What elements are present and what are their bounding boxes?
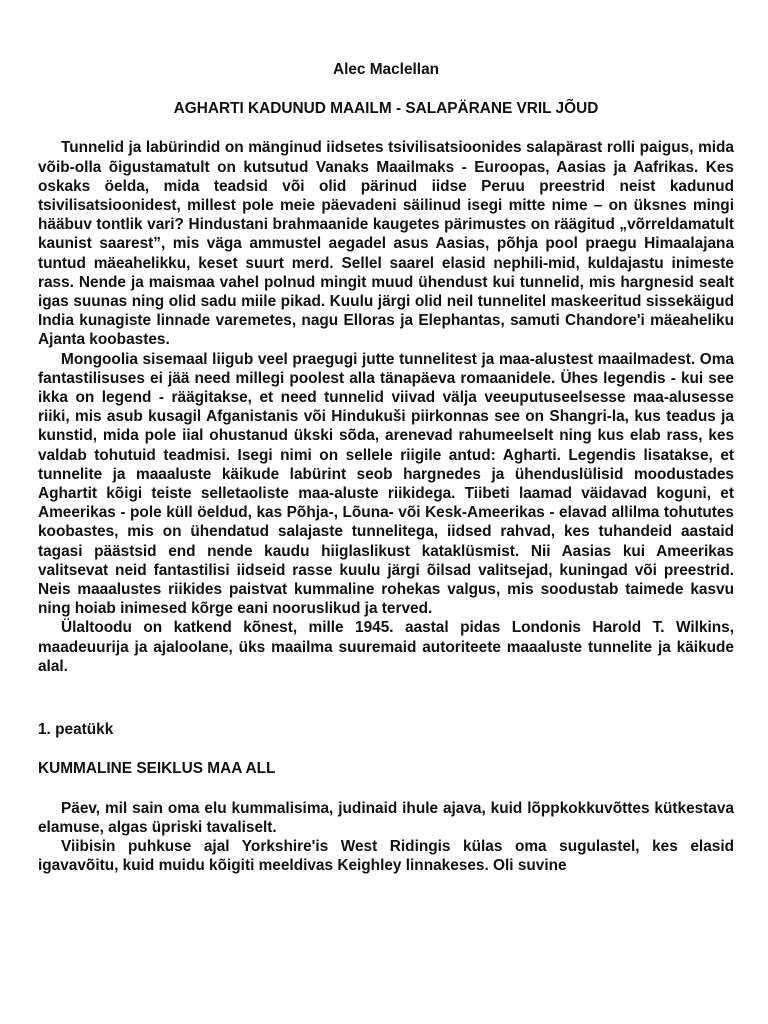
chapter-section bbox=[38, 799, 734, 876]
intro-section bbox=[38, 138, 734, 676]
document-page bbox=[38, 60, 734, 875]
chapter-title: KUMMALINE SEIKLUS MAA ALL bbox=[38, 760, 276, 778]
intro-paragraph: Mongoolia sisemaal liigub veel praegugi jutte tunnelitest ja maa-alustest maailmadest. Oma fantastilisuses ei jää need millegi poolest alla tänapäeva romaanidele. Ühes legendis - kui see ikka on legend - räägitakse, et need tunnelid viivad välja veeuputuseelsesse maa-alusesse riiki, mis asub kusagil Afganistanis või Hindukuši piirkonnas see on Shangri-la, kus teadus ja kunstid, mida pole iial ohustanud ükski sõda, arenevad rahumeelselt ning kus elab rass, kes valdab tohutuid teadmisi. Isegi nimi on sellele riigile antud: Agharti. Legendis lisatakse, et tunnelite ja maaaluste käikude labürint seob hargnedes ja ühenduslülisid moodustades Aghartit kõigi teiste selletaoliste maa-aluste riikidega. Tiibeti laamad väidavad koguni, et Ameerikas - pole küll öeldud, kas Põhja-, Lõuna- või Kesk-Ameerikas - elavad allilma tohututes koobastes, mis on ühendatud salajaste tunnelitega, iidsed rahvad, kes tuhandeid aastaid tagasi päästsid end nende kaudu hiiglaslikust kataklüsmist. Nii Aasias kui Ameerikas valitsevat neid fantastilisi iidseid rasse kuulu järgi õilsad valitsejad, kuningad või preestrid. Neis maaalustes riikides paistvat kummaline rohekas valgus, mis soodustab taimede kasvu ning hoiab inimesed kõrge eani nooruslikud ja terved. bbox=[38, 350, 734, 618]
author-name: Alec Maclellan bbox=[332, 61, 440, 78]
chapter-paragraph: Viibisin puhkuse ajal Yorkshire'is West Ridingis külas oma sugulastel, kes elasid igavavõitu, kuid muidu kõigiti meeldivas Keighley linnakeses. Oli suvine bbox=[38, 837, 734, 875]
intro-paragraph: Tunnelid ja labürindid on mänginud iidsetes tsivilisatsioonides salapärast rolli paigus, mida võib-olla õigustamatult on kutsutud Vanaks Maailmaks - Euroopas, Aasias ja Aafrikas. Kes oskaks öelda, mida teadsid või olid pärinud iidse Peruu preestrid neist kadunud tsivilisatsioonidest, millest pole meie päevadeni säilinud isegi mitte nime – on üksnes mingi hääbuv tontlik vari? Hindustani brahmaanide kaugetes pärimustes on räägitud „võrreldamatult kaunist saarest”, mis väga ammustel aegadel asus Aasias, põhja pool praegu Himaalajana tuntud mäeahelikku, keset suurt merd. Sellel saarel elasid nephili-mid, kuldajastu inimeste rass. Nende ja maismaa vahel polnud mingit muud ühendust kui tunnelid, mis hargnesid sealt igas suunas ning olid sadu miile pikad. Kuulu järgi olid neil tunnelitel maskeeritud sissekäigud India kunagiste linnade varemetes, nagu Elloras ja Elephantas, samuti Chandore'i mäeaheliku Ajanta koobastes. bbox=[38, 139, 734, 349]
chapter-number: 1. peatükk bbox=[38, 721, 114, 739]
chapter-paragraph: Päev, mil sain oma elu kummalisima, judinaid ihule ajava, kuid lõppkokkuvõttes kütkestava elamuse, algas üpriski tavaliselt. bbox=[38, 799, 734, 836]
document-title: AGHARTI KADUNUD MAAILM - SALAPÄRANE VRIL JÕUD bbox=[173, 100, 599, 118]
intro-paragraph: Ülaltoodu on katkend kõnest, mille 1945. aastal pidas Londonis Harold T. Wilkins, maadeuurija ja ajaloolane, üks maailma suuremaid autoriteete maaaluste tunnelite ja käikude alal. bbox=[38, 619, 734, 675]
